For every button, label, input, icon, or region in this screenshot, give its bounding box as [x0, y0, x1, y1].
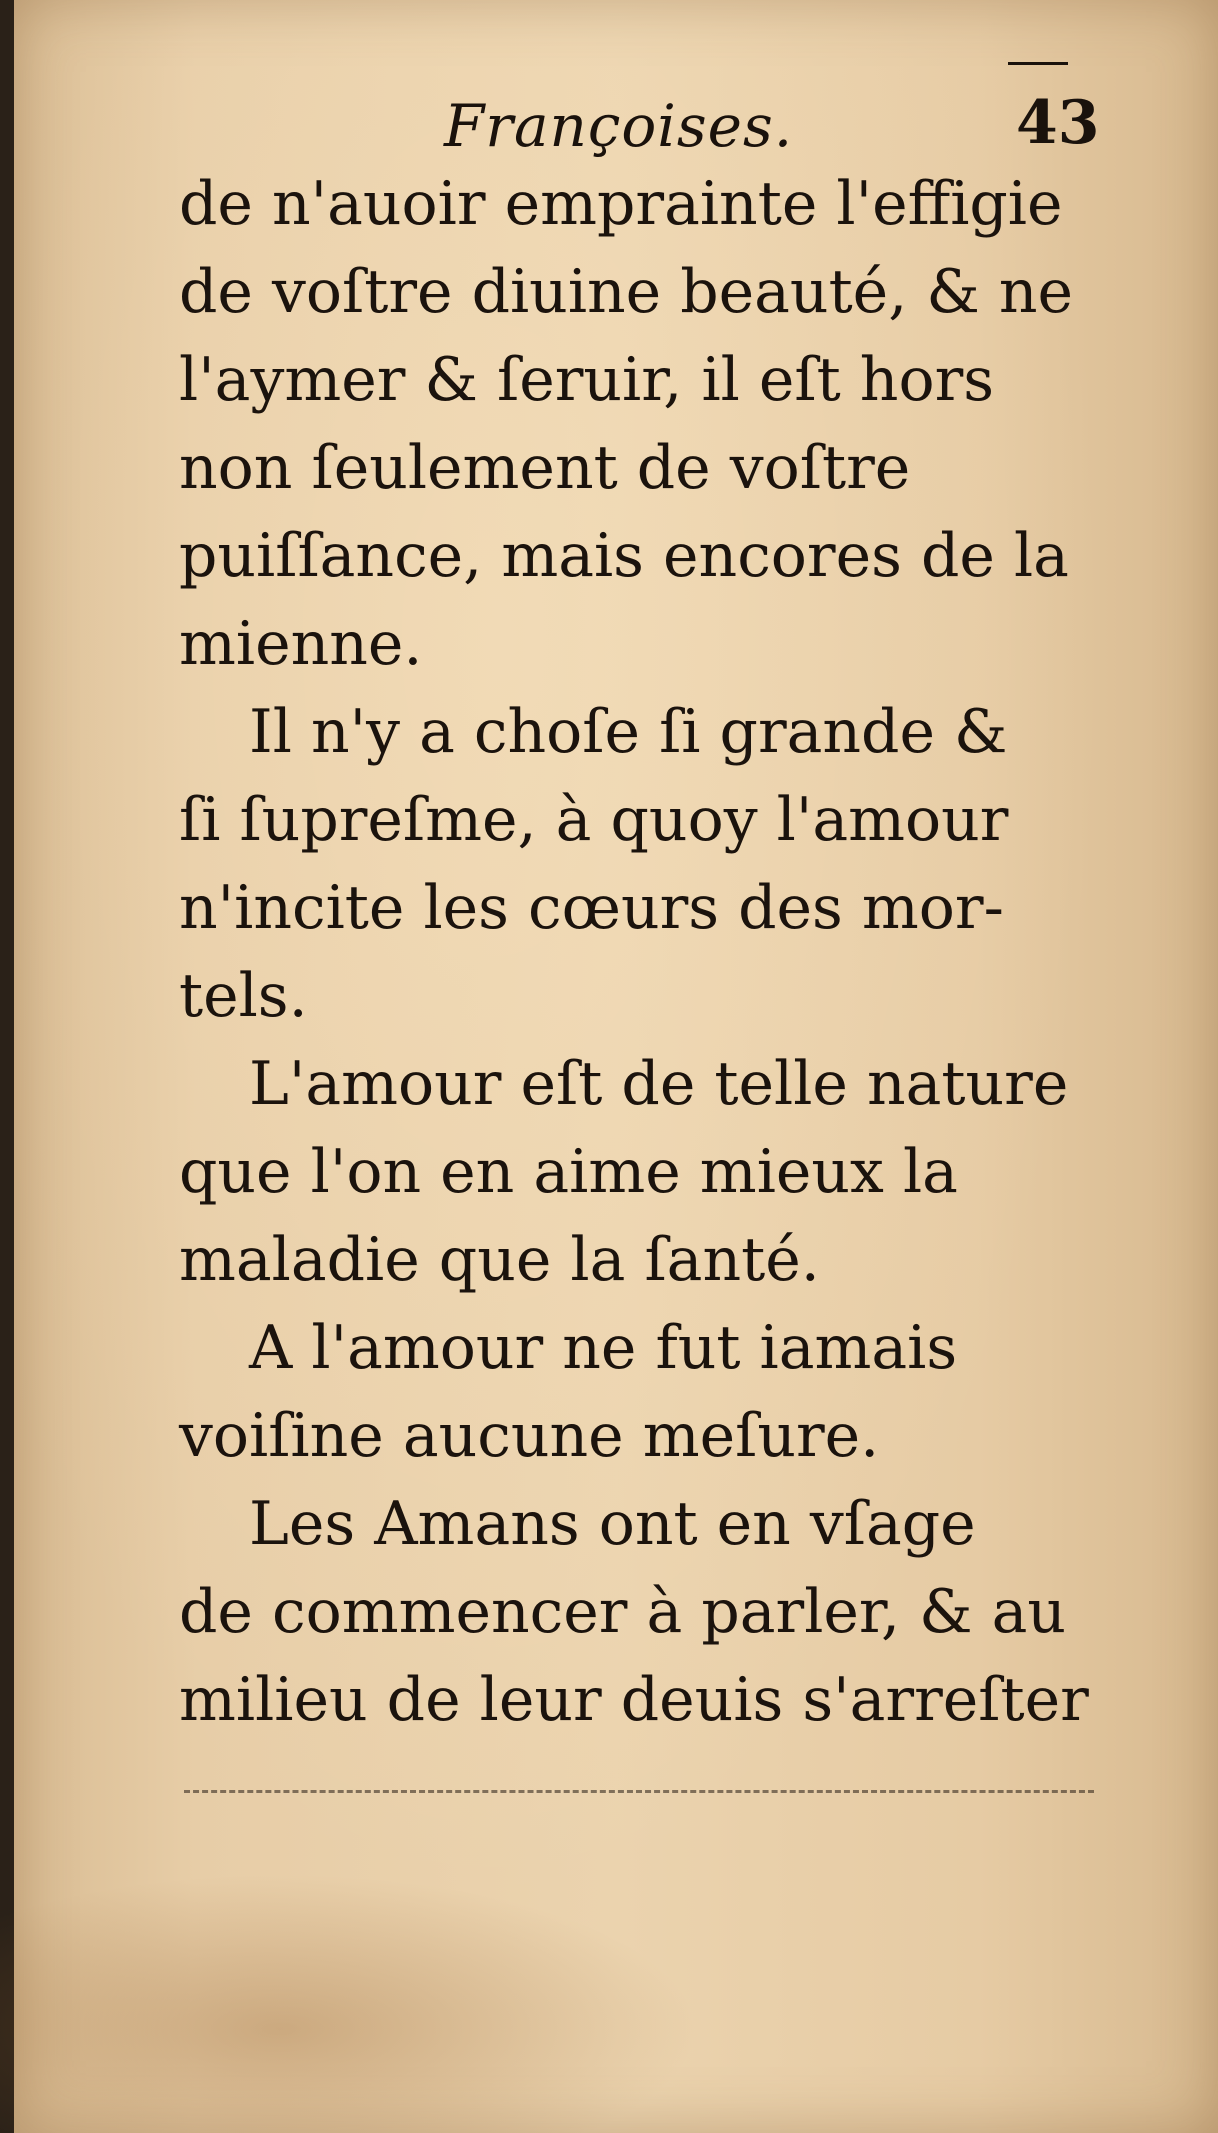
text-line: de commencer à parler, & au: [179, 1577, 1067, 1647]
page-number-mark: [1008, 62, 1068, 65]
text-line: que l'on en aime mieux la: [179, 1137, 958, 1207]
book-page: [14, 0, 1218, 2133]
text-line: maladie que la ſanté.: [179, 1225, 820, 1295]
text-line: de voſtre diuine beauté, & ne: [179, 257, 1073, 327]
text-line: n'incite les cœurs des mor-: [179, 873, 1004, 943]
text-line: Il n'y a choſe ſi grande &: [249, 697, 1008, 767]
body-text: [179, 160, 1099, 1744]
text-line: puiſſance, mais encores de la: [179, 521, 1069, 591]
running-title: Françoises.: [444, 92, 794, 160]
text-line: ſi ſupreſme, à quoy l'amour: [179, 785, 1009, 855]
paper-stain: [0, 1873, 700, 2133]
text-line: Les Amans ont en vſage: [249, 1489, 976, 1559]
text-line: non ſeulement de voſtre: [179, 433, 911, 503]
text-line: tels.: [179, 961, 308, 1031]
text-line: mienne.: [179, 609, 423, 679]
text-line: l'aymer & ſeruir, il eſt hors: [179, 345, 995, 415]
text-line: de n'auoir emprainte l'effigie: [179, 169, 1063, 239]
running-head: [14, 88, 1218, 162]
catchline-rule: [184, 1790, 1094, 1793]
text-line: L'amour eſt de telle nature: [249, 1049, 1069, 1119]
text-line: A l'amour ne fut iamais: [249, 1313, 958, 1383]
page-number: 43: [1016, 88, 1100, 158]
text-line: voiſine aucune meſure.: [179, 1401, 880, 1471]
text-line: milieu de leur deuis s'arreſter: [179, 1665, 1089, 1735]
